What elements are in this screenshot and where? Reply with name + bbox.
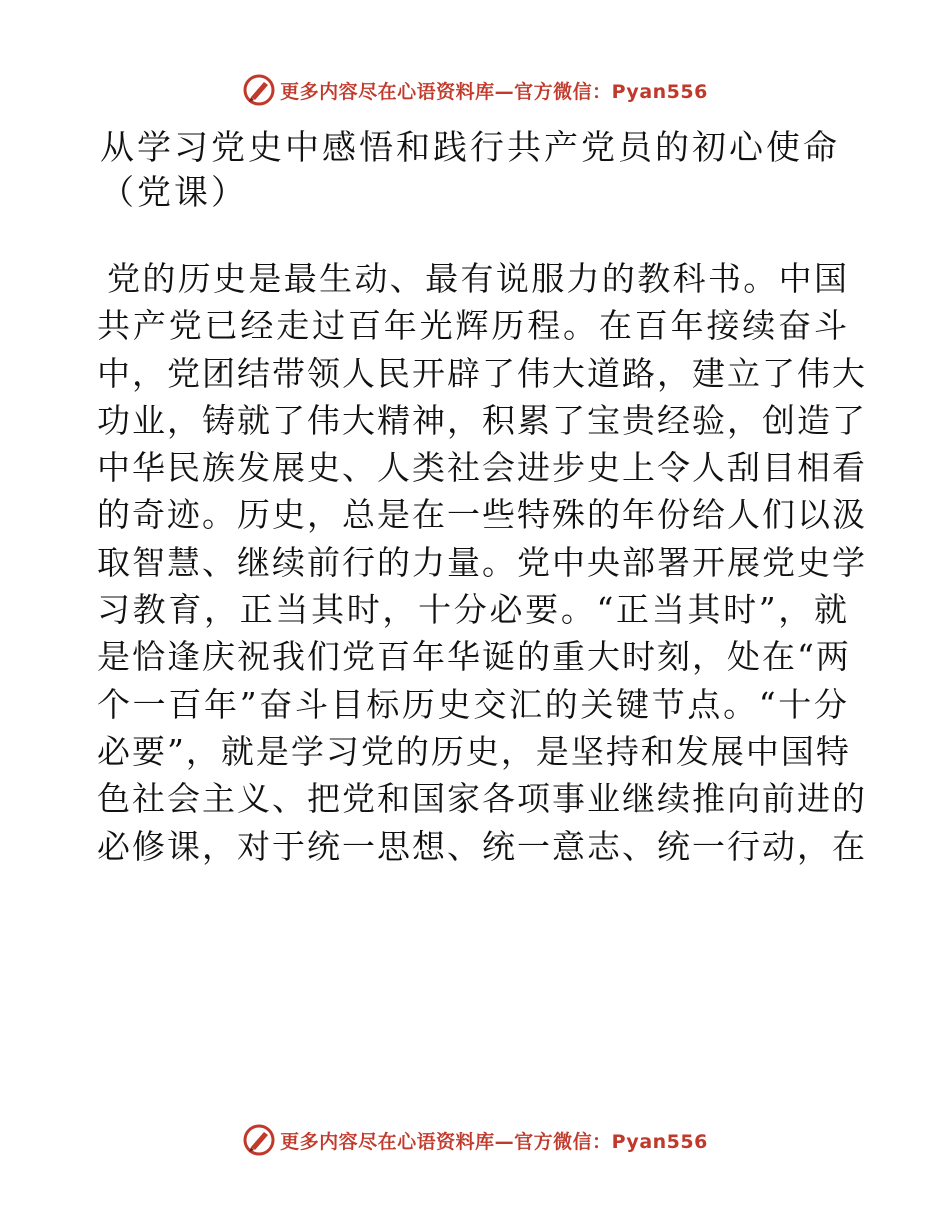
body-line: 共产党已经走过百年光辉历程。在百年接续奋斗 xyxy=(97,306,849,346)
pen-logo-icon xyxy=(242,73,276,107)
body-line: 必修课，对于统一思想、统一意志、统一行动，在 xyxy=(97,826,867,866)
body-line: 习教育，正当其时，十分必要。“正当其时”，就 xyxy=(97,590,849,630)
body-line: 中华民族发展史、人类社会进步史上令人刮目相看 xyxy=(97,448,867,488)
body-line: 党的历史是最生动、最有说服力的教科书。中国 xyxy=(107,259,849,298)
body-line: 个一百年”奋斗目标历史交汇的关键节点。“十分 xyxy=(97,684,849,724)
title-line-2: （党课） xyxy=(100,173,248,213)
footer-banner-content xyxy=(242,1123,708,1157)
page-title xyxy=(100,126,860,216)
title-line-1: 从学习党史中感悟和践行共产党员的初心使命 xyxy=(100,128,840,168)
body-line: 功业，铸就了伟大精神，积累了宝贵经验，创造了 xyxy=(97,400,867,440)
body-line: 的奇迹。历史，总是在一些特殊的年份给人们以汲 xyxy=(97,495,867,535)
header-banner-content xyxy=(242,73,708,107)
header-banner xyxy=(0,70,950,110)
body-line: 中，党团结带领人民开辟了伟大道路，建立了伟大 xyxy=(97,353,867,393)
body-paragraph xyxy=(97,255,867,870)
body-line: 取智慧、继续前行的力量。党中央部署开展党史学 xyxy=(97,542,867,582)
body-line: 色社会主义、把党和国家各项事业继续推向前进的 xyxy=(97,779,867,819)
header-banner-text: 更多内容尽在心语资料库—官方微信：Pyan556 xyxy=(280,80,708,103)
footer-banner xyxy=(0,1120,950,1160)
body-line: 是恰逢庆祝我们党百年华诞的重大时刻，处在“两 xyxy=(97,637,851,677)
pen-logo-icon xyxy=(242,1123,276,1157)
body-line: 必要”，就是学习党的历史，是坚持和发展中国特 xyxy=(97,731,851,771)
footer-banner-text: 更多内容尽在心语资料库—官方微信：Pyan556 xyxy=(280,1130,708,1153)
